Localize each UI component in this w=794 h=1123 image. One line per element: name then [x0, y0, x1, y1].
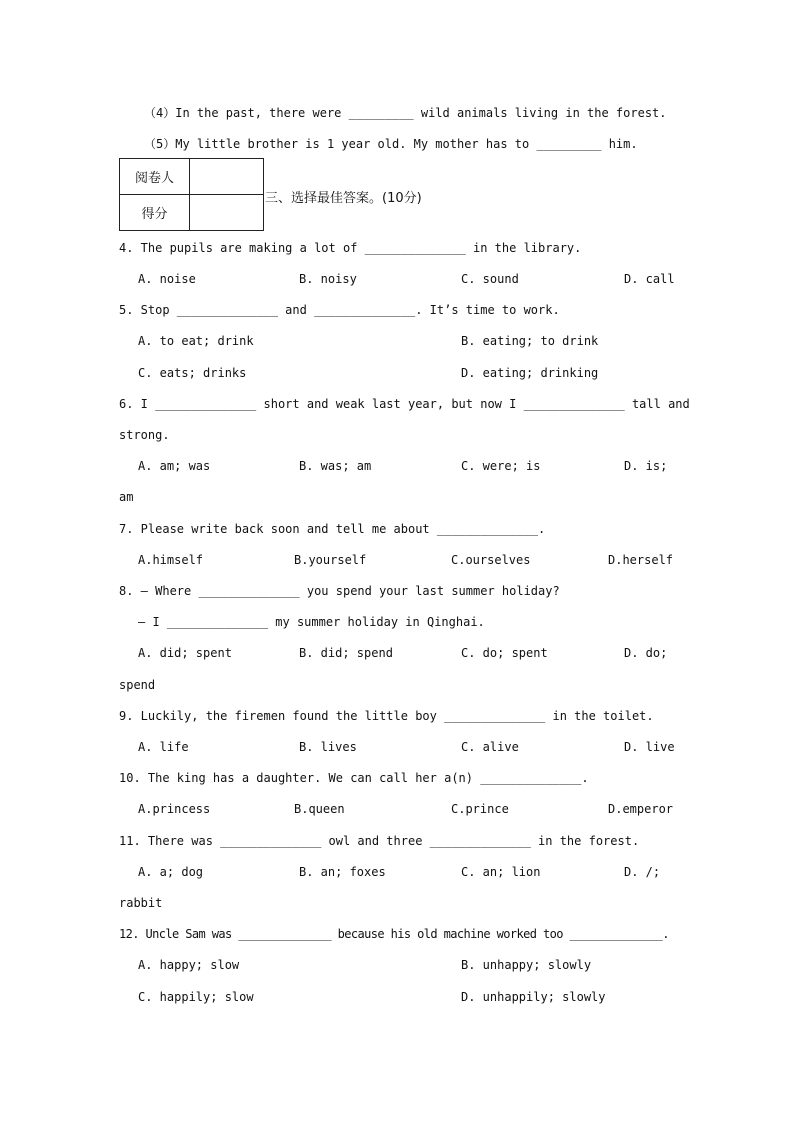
question-11-stem: 11. There was ______________ owl and three ______________ in the forest.: [119, 834, 640, 848]
question-5-option-a: A. to eat; drink: [138, 334, 254, 348]
question-11-option-c: C. an; lion: [461, 865, 541, 879]
question-12-option-d: D. unhappily; slowly: [461, 990, 606, 1004]
grading-table: [119, 158, 264, 231]
question-12-stem: 12. Uncle Sam was ______________ because his old machine worked too ______________.: [119, 927, 669, 941]
question-12-option-a: A. happy; slow: [138, 958, 240, 972]
question-6-option-b: B. was; am: [299, 459, 372, 473]
question-7-option-c: C.ourselves: [451, 553, 531, 567]
question-12-option-b: B. unhappy; slowly: [461, 958, 592, 972]
question-7-option-b: B.yourself: [294, 553, 367, 567]
question-6-option-d-continued: am: [119, 490, 134, 504]
question-10-stem: 10. The king has a daughter. We can call her a(n) ______________.: [119, 771, 589, 785]
question-5-stem: 5. Stop ______________ and ______________. It’s time to work.: [119, 303, 560, 317]
question-9-stem: 9. Luckily, the firemen found the little boy ______________ in the toilet.: [119, 709, 654, 723]
question-6-option-d: D. is;: [624, 459, 668, 473]
question-5-option-c: C. eats; drinks: [138, 366, 247, 380]
question-8-option-d-continued: spend: [119, 678, 156, 692]
question-12-option-c: C. happily; slow: [138, 990, 254, 1004]
question-11-option-d-continued: rabbit: [119, 896, 163, 910]
question-5-option-d: D. eating; drinking: [461, 366, 599, 380]
question-6-stem: 6. I ______________ short and weak last year, but now I ______________ tall and: [119, 397, 690, 411]
reviewer-cell: [190, 159, 264, 195]
question-9-option-c: C. alive: [461, 740, 519, 754]
score-cell: [190, 195, 264, 231]
question-6-option-a: A. am; was: [138, 459, 211, 473]
question-8-stem-answer: — I ______________ my summer holiday in Qinghai.: [138, 615, 485, 629]
question-8-stem: 8. — Where ______________ you spend your last summer holiday?: [119, 584, 560, 598]
question-7-option-d: D.herself: [608, 553, 674, 567]
question-8-option-d: D. do;: [624, 646, 668, 660]
section-title: 三、选择最佳答案。(10分): [265, 191, 422, 206]
question-7-option-a: A.himself: [138, 553, 204, 567]
question-8-option-c: C. do; spent: [461, 646, 548, 660]
question-8-option-a: A. did; spent: [138, 646, 232, 660]
question-9-option-d: D. live: [624, 740, 675, 754]
fill-in-item-4: （4）In the past, there were _________ wild animals living in the forest.: [144, 106, 667, 120]
question-11-option-b: B. an; foxes: [299, 865, 386, 879]
question-8-option-b: B. did; spend: [299, 646, 393, 660]
score-label: 得分: [120, 195, 190, 231]
question-10-option-a: A.princess: [138, 802, 211, 816]
question-9-option-b: B. lives: [299, 740, 357, 754]
question-10-option-c: C.prince: [451, 802, 509, 816]
question-9-option-a: A. life: [138, 740, 189, 754]
question-5-option-b: B. eating; to drink: [461, 334, 599, 348]
question-10-option-b: B.queen: [294, 802, 345, 816]
question-4-option-a: A. noise: [138, 272, 196, 286]
question-10-option-d: D.emperor: [608, 802, 674, 816]
question-4-option-b: B. noisy: [299, 272, 357, 286]
question-7-stem: 7. Please write back soon and tell me about ______________.: [119, 522, 546, 536]
question-4-option-c: C. sound: [461, 272, 519, 286]
question-11-option-a: A. a; dog: [138, 865, 204, 879]
question-6-option-c: C. were; is: [461, 459, 541, 473]
question-4-stem: 4. The pupils are making a lot of ______________ in the library.: [119, 241, 582, 255]
fill-in-item-5: （5）My little brother is 1 year old. My mother has to _________ him.: [144, 137, 638, 151]
question-6-stem-continued: strong.: [119, 428, 170, 442]
reviewer-label: 阅卷人: [120, 159, 190, 195]
question-11-option-d: D. /;: [624, 865, 661, 879]
question-4-option-d: D. call: [624, 272, 675, 286]
